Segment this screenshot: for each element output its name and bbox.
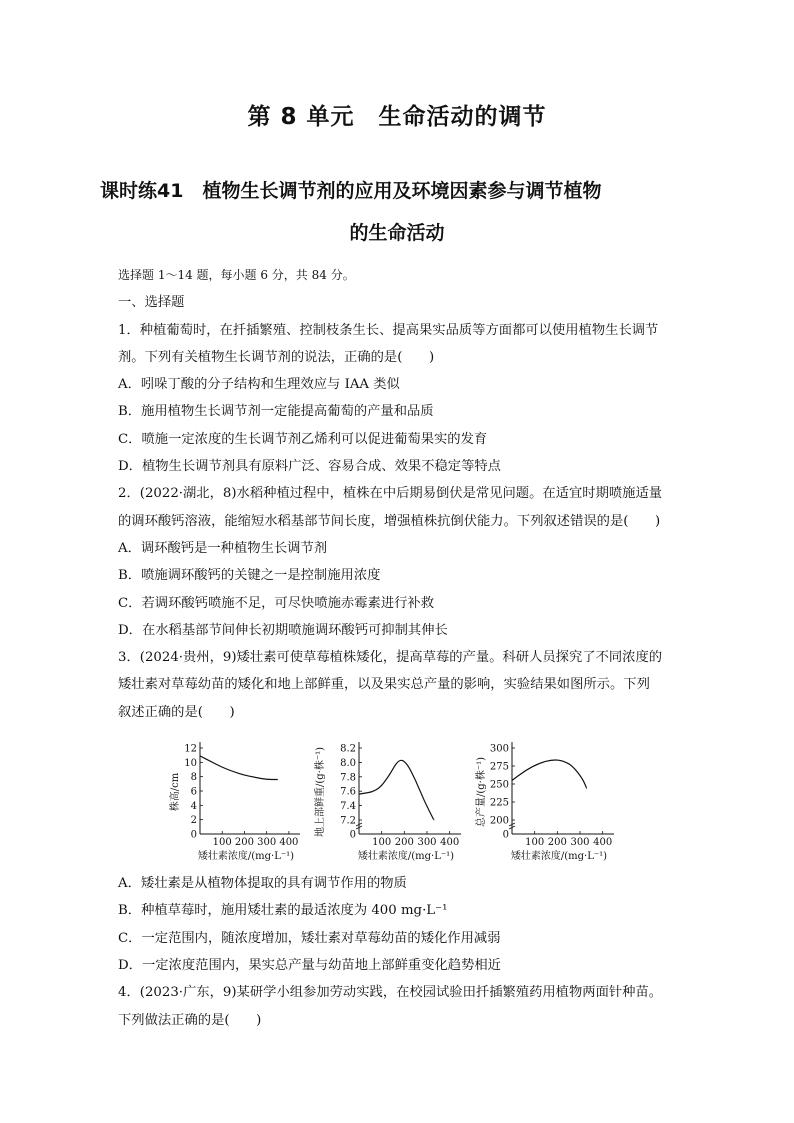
q3-option-d: D．一定浓度范围内，果实总产量与幼苗地上部鲜重变化趋势相近 [118,957,501,973]
series-line [512,760,587,788]
y-tick-label: 225 [489,797,509,809]
y-tick-label: 7.6 [340,786,356,798]
chart-plant-height [168,730,308,870]
y-tick-label: 0 [190,829,197,841]
x-tick-label: 300 [257,837,277,849]
x-tick-label: 100 [525,837,545,849]
series-line [200,756,278,780]
y-tick-label: 6 [190,786,197,798]
x-tick-label: 100 [372,837,392,849]
y-tick-label: 275 [489,761,509,773]
chart-total-yield-svg [474,730,624,870]
x-tick-label: 300 [417,837,437,849]
q4-stem-line: 4．(2023·广东，9)某研学小组参加劳动实践，在校园试验田扦插繁殖药用植物两面针种苗。 [118,985,663,1001]
q3-option-a: A．矮壮素是从植物体提取的具有调节作用的物质 [118,876,407,892]
q3-stem-line: 3．(2024·贵州，9)矮壮素可使草莓植株矮化，提高草莓的产量。科研人员探究了不同浓度的 [118,650,663,666]
lesson-title-line-1: 课时练41 植物生长调节剂的应用及环境因素参与调节植物 [100,180,602,202]
y-tick-label: 8.0 [340,757,356,769]
chart-fresh-weight-svg [311,730,471,870]
x-tick-label: 400 [593,837,613,849]
y-tick-label: 7.8 [340,772,356,784]
y-tick-label: 8.2 [340,743,356,755]
x-axis-label: 矮壮素浓度/(mg·L⁻¹) [510,851,608,863]
q1-stem-line: 剂。下列有关植物生长调节剂的说法，正确的是( ) [118,349,435,365]
y-tick-label: 2 [190,815,197,827]
x-tick-label: 400 [279,837,299,849]
lesson-title [100,170,694,254]
y-axis-label: 株高/cm [170,772,181,812]
y-tick-label: 0 [349,829,356,841]
q3-figure [118,730,684,870]
q1-stem-line: 1．种植葡萄时，在扦插繁殖、控制枝条生长、提高果实品质等方面都可以使用植物生长调节 [118,322,659,338]
x-tick-label: 300 [570,837,590,849]
chart-fresh-weight [311,730,471,870]
x-tick-label: 200 [547,837,567,849]
y-tick-label: 0 [502,829,509,841]
q2-option-c: C．若调环酸钙喷施不足，可尽快喷施赤霉素进行补救 [118,595,435,611]
y-tick-label: 7.2 [340,815,356,827]
q4-stem-line: 下列做法正确的是( ) [118,1012,262,1028]
q2-option-d: D．在水稻基部节间伸长初期喷施调环酸钙可抑制其伸长 [118,622,448,638]
q1-option-c: C．喷施一定浓度的生长调节剂乙烯利可以促进葡萄果实的发育 [118,431,488,447]
x-tick-label: 400 [440,837,460,849]
chart-total-yield [474,730,624,870]
x-axis-label: 矮壮素浓度/(mg·L⁻¹) [197,851,295,863]
q2-option-b: B．喷施调环酸钙的关键之一是控制施用浓度 [118,568,381,584]
series-line [359,760,434,820]
q3-option-c: C．一定范围内，随浓度增加，矮壮素对草莓幼苗的矮化作用减弱 [118,930,501,946]
y-tick-label: 10 [184,757,197,769]
unit-title: 第 8 单元 生命活动的调节 [247,104,547,130]
q3-stem-line: 叙述正确的是( ) [118,704,235,720]
lesson-title-line-2: 的生命活动 [349,222,445,244]
section-heading: 一、选择题 [118,295,185,311]
y-tick-label: 300 [489,743,509,755]
q1-option-b: B．施用植物生长调节剂一定能提高葡萄的产量和品质 [118,404,434,420]
instructions: 选择题 1～14 题，每小题 6 分，共 84 分。 [118,268,355,282]
y-tick-label: 12 [184,743,197,755]
x-tick-label: 200 [394,837,414,849]
y-tick-label: 200 [489,815,509,827]
q2-stem-line: 的调环酸钙溶液，能缩短水稻基部节间长度，增强植株抗倒伏能力。下列叙述错误的是( ) [118,513,661,529]
x-axis-label: 矮壮素浓度/(mg·L⁻¹) [357,851,455,863]
q2-stem-line: 2．(2022·湖北，8)水稻种植过程中，植株在中后期易倒伏是常见问题。在适宜时期喷施适量 [118,486,663,502]
question-body [118,262,684,1034]
y-tick-label: 7.4 [340,801,356,813]
y-axis-label: 地上部鲜重/(g·株⁻¹) [315,747,326,838]
q2-option-a: A．调环酸钙是一种植物生长调节剂 [118,540,328,556]
x-tick-label: 200 [234,837,254,849]
q3-option-b: B．种植草莓时，施用矮壮素的最适浓度为 400 mg·L⁻¹ [118,903,448,919]
q1-option-d: D．植物生长调节剂具有原料广泛、容易合成、效果不稳定等特点 [118,459,501,475]
q3-stem-line: 矮壮素对草莓幼苗的矮化和地上部鲜重，以及果实总产量的影响，实验结果如图所示。下列 [118,677,650,693]
q1-option-a: A．吲哚丁酸的分子结构和生理效应与 IAA 类似 [118,377,400,393]
chart-plant-height-svg [168,730,308,870]
y-tick-label: 4 [190,800,197,812]
x-tick-label: 100 [212,837,232,849]
y-tick-label: 250 [489,779,509,791]
y-axis-label: 总产量/(g·株⁻¹) [476,757,487,828]
y-tick-label: 8 [190,772,197,784]
